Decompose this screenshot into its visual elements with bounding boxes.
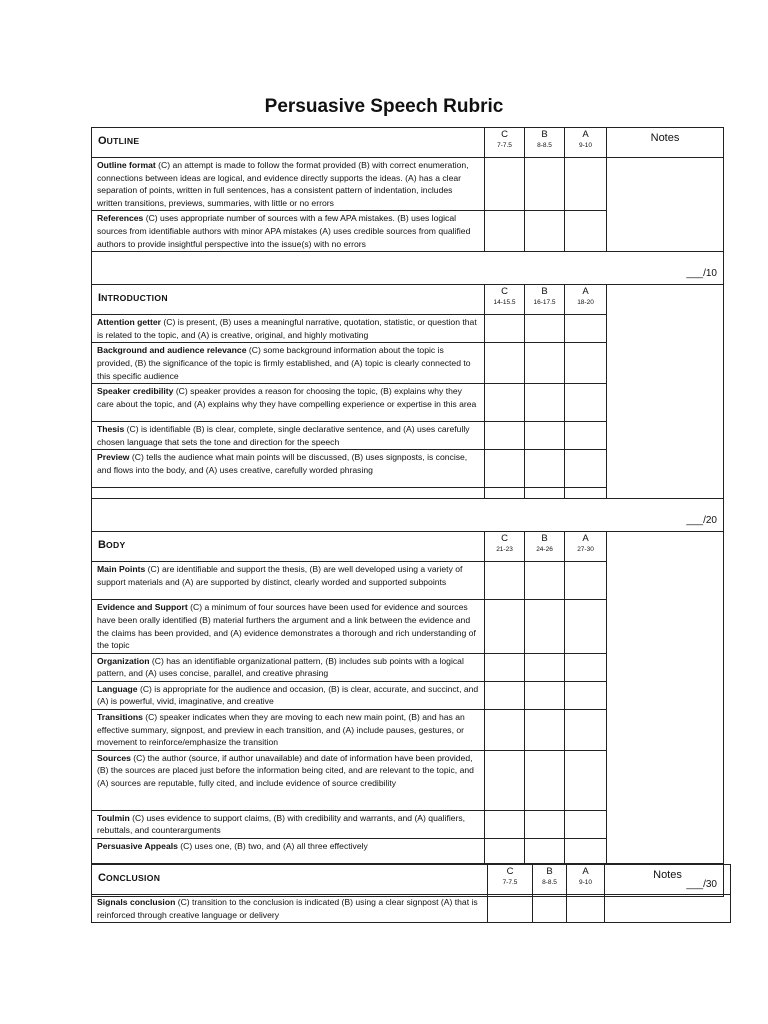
introduction-criterion — [92, 343, 485, 384]
outline-notes-area[interactable] — [607, 158, 724, 252]
grade-range: 7-7.5 — [497, 142, 512, 149]
criterion-name: Speaker credibility — [97, 386, 174, 397]
body-grade-header-c — [485, 532, 525, 562]
conclusion-score-cell-b[interactable] — [533, 895, 567, 923]
introduction-score-cell-c[interactable] — [485, 450, 525, 488]
criterion-name: Thesis — [97, 424, 125, 435]
outline-score-cell-b[interactable] — [525, 158, 565, 211]
criterion-description: (C) speaker provides a reason for choosing the topic, (B) explains why they care about the topic, and (A) explains why they have compelling experience or expertise in this area — [97, 386, 477, 409]
body-score-cell-a[interactable] — [565, 562, 607, 600]
criterion-description: (C) is present, (B) uses a meaningful narrative, quotation, statistic, or question that is related to the topic, and (A) is creative, original, and highly motivating — [97, 317, 477, 340]
grade-letter: C — [501, 533, 508, 545]
introduction-grade-header-a — [565, 285, 607, 315]
body-criterion — [92, 750, 485, 810]
introduction-score-cell-c[interactable] — [485, 384, 525, 422]
body-score-cell-c[interactable] — [485, 600, 525, 653]
criterion-description: (C) is appropriate for the audience and occasion, (B) is clear, accurate, and succinct, and (A) is powerful, vivid, imaginative, and creative — [97, 683, 479, 707]
grade-range: 18-20 — [577, 299, 594, 307]
outline-criterion-row — [92, 158, 724, 211]
grade-letter: C — [506, 866, 514, 877]
outline-criterion — [92, 158, 485, 211]
criterion-description: (C) a minimum of four sources have been used for evidence and sources have been orally identified (B) material furthers the argument and a link between the evidence and the claims has been provided, and (A) evidence demonstrates a thorough and rich understanding of the topic — [97, 602, 476, 651]
outline-score-cell-a[interactable] — [565, 158, 607, 211]
conclusion-grade-header-a — [567, 865, 605, 895]
criterion-description: (C) an attempt is made to follow the format provided (B) with correct enumeration, connections between ideas are logical, and evidence directly supports the ideas. (A) has a clear separation of points, written in full sentences, has a consistent pattern of indentation, includes written transitions, previews, summaries, with little or no errors — [97, 160, 469, 208]
body-score-cell-b[interactable] — [525, 600, 565, 653]
body-score-cell-c[interactable] — [485, 681, 525, 709]
criterion-name: Language — [97, 683, 138, 694]
grade-range: 7-7.5 — [502, 879, 518, 886]
body-criterion — [92, 681, 485, 709]
criterion-description: (C) tells the audience what main points will be discussed, (B) uses signposts, is concise, and flows into the body, and (A) uses creative, carefully worded phrasing — [97, 452, 468, 475]
criterion-description: (C) uses one, (B) two, and (A) all three effectively — [177, 841, 368, 852]
body-score-cell-b[interactable] — [525, 562, 565, 600]
criterion-name: Sources — [97, 752, 131, 763]
body-score-cell-b[interactable] — [525, 653, 565, 681]
body-score-cell-b[interactable] — [525, 681, 565, 709]
conclusion-notes-header: Notes — [605, 865, 731, 895]
grade-letter: A — [582, 129, 589, 140]
criterion-name: Toulmin — [97, 812, 130, 823]
outline-header-row — [92, 128, 724, 158]
conclusion-score-cell-c[interactable] — [488, 895, 533, 923]
grade-letter: A — [582, 866, 589, 877]
introduction-title-initial: I — [98, 292, 102, 305]
body-score-total: ___/30 — [92, 864, 724, 897]
body-score-cell-c[interactable] — [485, 710, 525, 751]
grade-letter: C — [501, 286, 508, 298]
introduction-criterion — [92, 384, 485, 422]
criterion-description: (C) some background information about the topic is provided, (B) the significance of the topic is firmly established, and (A) topic is clearly connected to this specific audience — [97, 345, 471, 381]
introduction-header-row — [92, 285, 724, 315]
criterion-description: (C) speaker indicates when they are moving to each new main point, (B) and has an effective summary, signpost, and preview in each transition, and (A) include pauses, gestures, or movement to reinforce/emphasize the transition — [97, 712, 465, 748]
conclusion-criterion-row — [92, 895, 731, 923]
grade-letter: B — [541, 286, 548, 298]
criterion-name: Transitions — [97, 712, 143, 723]
introduction-score-cell-a[interactable] — [565, 384, 607, 422]
body-score-cell-a[interactable] — [565, 600, 607, 653]
body-score-cell-c[interactable] — [485, 653, 525, 681]
body-criterion — [92, 810, 485, 838]
criterion-description: (C) transition to the conclusion is indicated (B) using a clear signpost (A) that is reinforced through creative language or delivery — [97, 897, 478, 920]
introduction-score-cell-c[interactable] — [485, 315, 525, 343]
grade-range: 9-10 — [578, 142, 592, 149]
introduction-criterion — [92, 315, 485, 343]
criterion-description: (C) uses evidence to support claims, (B) with credibility and warrants, and (A) qualifiers, rebuttals, and counterarguments — [97, 812, 466, 836]
outline-criterion — [92, 211, 485, 252]
introduction-score-row — [92, 499, 724, 532]
outline-grade-header-c — [485, 128, 525, 158]
grade-range: 24-26 — [536, 546, 553, 554]
body-score-cell-a[interactable] — [565, 710, 607, 751]
criterion-name: Main Points — [97, 564, 146, 575]
rubric-table-main — [91, 127, 724, 897]
grade-letter: B — [541, 533, 548, 545]
body-score-cell-b[interactable] — [525, 710, 565, 751]
outline-score-cell-a[interactable] — [565, 211, 607, 252]
conclusion-grade-header-c — [488, 865, 533, 895]
criterion-name: Organization — [97, 655, 150, 666]
conclusion-title-rest: ONCLUSION — [105, 873, 161, 883]
criterion-description: (C) uses appropriate number of sources with a few APA mistakes. (B) uses logical sources from identifiable authors with minor APA mistakes (A) uses credible sources from qualified authors to provide insightful perspective into the issue(s) with no errors — [97, 213, 471, 249]
rubric-table-conclusion — [91, 864, 731, 923]
grade-letter: A — [582, 286, 589, 298]
body-score-cell-a[interactable] — [565, 810, 607, 838]
grade-range: 8-8.5 — [542, 879, 557, 886]
body-criterion — [92, 839, 485, 864]
body-criterion — [92, 710, 485, 751]
body-title-rest: ODY — [105, 540, 126, 551]
conclusion-grade-header-b — [533, 865, 567, 895]
introduction-score-cell-c[interactable] — [485, 343, 525, 384]
grade-range: 8-8.5 — [537, 142, 552, 149]
introduction-score-cell-b[interactable] — [525, 422, 565, 450]
grade-range: 14-15.5 — [493, 299, 516, 307]
introduction-section-title — [92, 285, 485, 315]
body-score-cell-a[interactable] — [565, 750, 607, 810]
criterion-description: (C) is identifiable (B) is clear, complete, single declarative sentence, and (A) uses carefully chosen language that sets the tone and direction for the speech — [97, 424, 470, 447]
body-score-cell-a[interactable] — [565, 653, 607, 681]
criterion-description: (C) has an identifiable organizational pattern, (B) includes sub points with a logical pattern, and (A) uses concise, parallel, and creative phrasing — [97, 655, 464, 679]
grade-letter: B — [546, 866, 553, 877]
conclusion-score-cell-a[interactable] — [567, 895, 605, 923]
body-grade-header-b — [525, 532, 565, 562]
outline-title-rest: UTLINE — [106, 136, 140, 146]
body-score-cell-b[interactable] — [525, 750, 565, 810]
conclusion-criterion — [92, 895, 488, 923]
introduction-score-cell-b[interactable] — [525, 384, 565, 422]
criterion-name: Persuasive Appeals — [97, 841, 178, 852]
grade-letter: C — [501, 129, 508, 140]
conclusion-header-row — [92, 865, 731, 895]
body-score-cell-a[interactable] — [565, 681, 607, 709]
criterion-name: Background and audience relevance — [97, 345, 247, 356]
grade-range: 27-30 — [577, 546, 594, 554]
conclusion-notes-area[interactable] — [605, 895, 731, 923]
introduction-criterion — [92, 422, 485, 450]
body-title-initial: B — [98, 539, 106, 552]
grade-range: 16-17.5 — [533, 299, 556, 307]
outline-score-cell-c[interactable] — [485, 211, 525, 252]
body-grade-header-a — [565, 532, 607, 562]
body-score-cell-a[interactable] — [565, 839, 607, 864]
body-header-row — [92, 532, 724, 562]
page-title: Persuasive Speech Rubric — [264, 96, 504, 117]
outline-notes-header: Notes — [607, 128, 724, 158]
introduction-notes-area[interactable] — [607, 285, 724, 499]
introduction-score-total: ___/20 — [92, 499, 724, 532]
body-criterion — [92, 653, 485, 681]
outline-section-title — [92, 128, 485, 158]
grade-range: 9-10 — [578, 879, 592, 886]
introduction-score-cell-a[interactable] — [565, 343, 607, 384]
introduction-grade-header-c — [485, 285, 525, 315]
introduction-grade-header-b — [525, 285, 565, 315]
body-score-cell-c[interactable] — [485, 839, 525, 864]
grade-letter: A — [582, 533, 589, 545]
conclusion-title-initial: C — [98, 872, 106, 884]
introduction-score-cell-b[interactable] — [525, 315, 565, 343]
body-score-cell-b[interactable] — [525, 839, 565, 864]
body-score-cell-c[interactable] — [485, 562, 525, 600]
outline-score-cell-c[interactable] — [485, 158, 525, 211]
criterion-description: (C) are identifiable and support the thesis, (B) are well developed using a variety of support materials and (A) are supported by distinct, clearly worded and supported subpoints — [97, 564, 463, 587]
introduction-title-rest: NTRODUCTION — [101, 293, 168, 304]
criterion-name: Outline format — [97, 160, 156, 170]
outline-grade-header-a — [565, 128, 607, 158]
criterion-name: References — [97, 213, 144, 224]
conclusion-section-title — [92, 865, 488, 895]
criterion-name: Preview — [97, 452, 130, 463]
grade-range: 21-23 — [496, 546, 513, 554]
grade-letter: B — [541, 129, 548, 140]
outline-title-initial: O — [98, 135, 107, 147]
body-score-cell-b[interactable] — [525, 810, 565, 838]
criterion-name: Attention getter — [97, 317, 161, 328]
introduction-criterion — [92, 450, 485, 488]
introduction-score-cell-b[interactable] — [525, 343, 565, 384]
body-notes-area[interactable] — [607, 532, 724, 864]
body-criterion — [92, 600, 485, 653]
outline-score-row — [92, 252, 724, 285]
criterion-name: Signals conclusion — [97, 897, 176, 907]
outline-grade-header-b — [525, 128, 565, 158]
body-section-title — [92, 532, 485, 562]
introduction-score-cell-a[interactable] — [565, 422, 607, 450]
criterion-name: Evidence and Support — [97, 602, 188, 613]
body-score-cell-c[interactable] — [485, 810, 525, 838]
outline-score-total: ___/10 — [92, 252, 724, 285]
introduction-score-cell-a[interactable] — [565, 315, 607, 343]
introduction-score-cell-b[interactable] — [525, 450, 565, 488]
introduction-score-cell-a[interactable] — [565, 450, 607, 488]
body-score-cell-c[interactable] — [485, 750, 525, 810]
body-criterion — [92, 562, 485, 600]
outline-score-cell-b[interactable] — [525, 211, 565, 252]
criterion-description: (C) the author (source, if author unavailable) and date of information have been provided, (B) the sources are placed just before the information being cited, and are relevant to the topic, and (A) sources are reputable, fully cited, and include evidence of source credibility — [97, 752, 474, 789]
introduction-score-cell-c[interactable] — [485, 422, 525, 450]
